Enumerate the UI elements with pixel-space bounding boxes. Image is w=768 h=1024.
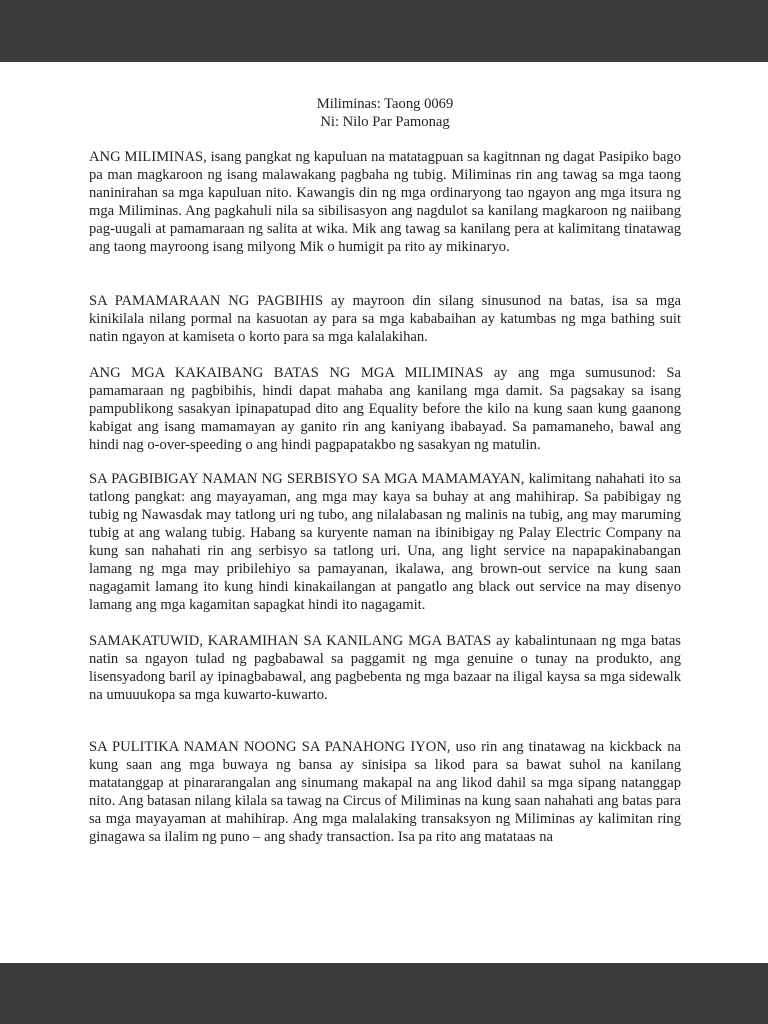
paragraph-samakatuwid: SAMAKATUWID, KARAMIHAN SA KANILANG MGA BATAS ay kabalintunaan ng mga batas natin sa ngayon tulad ng pagbabawal sa paggamit ng mga genuine o tunay na produkto, ang lisensyadong baril ay ipinagbabawal, ang pagbebenta ng mga bazaar na iligal kaysa sa mga sidewalk na umuuukopa sa mga kuwarto-kuwarto.: [89, 633, 681, 703]
viewer-top-letterbox: [0, 0, 768, 62]
title-block: [89, 95, 681, 131]
paragraph-sa-pagbibigay-ng-serbisyo: SA PAGBIBIGAY NAMAN NG SERBISYO SA MGA MAMAMAYAN, kalimitang nahahati ito sa tatlong pangkat: ang mayayaman, ang mga may kaya sa buhay at ang mahihirap. Sa pabibigay ng tubig ng Nawasdak may tatlong uri ng tubo, ang nilalabasan ng malinis na tubig, ang may maruming tubig at ang walang tubig. Habang sa kuryente naman na ibinibigay ng Palay Electric Company na kung san nahahati rin ang serbisyo sa tatlong uri. Una, ang light service na napapakinabangan lamang ng mga may pribilehiyo sa pamayanan, ikalawa, ang brown-out service na kung saan nagagamit lamang ito kung hindi kinakailangan at pangatlo ang black out service na may disenyo lamang ang mga kagamitan sapagkat hindi ito nagagamit.: [89, 471, 681, 613]
document-page: [0, 62, 768, 963]
document-author: Ni: Nilo Par Pamonag: [320, 114, 450, 130]
viewer-bottom-letterbox: [0, 963, 768, 1024]
paragraph-sa-pulitika: SA PULITIKA NAMAN NOONG SA PANAHONG IYON, uso rin ang tinatawag na kickback na kung saan ang mga buwaya ng bansa ay sinisipa sa likod para sa bawat suhol na kanilang matatanggap at pinararangalan ang sinumang makapal na ang likod dahil sa mga sipang natanggap nito. Ang batasan nilang kilala sa tawag na Circus of Miliminas na kung saan nahahati ang batas para sa mga mayayaman at mahihirap. Ang mga malalaking transaksyon ng Miliminas ay kalimitan ring ginagawa sa ilalim ng puno – ang shady transaction. Isa pa rito ang matataas na: [89, 739, 681, 845]
paragraph-ang-miliminas: ANG MILIMINAS, isang pangkat ng kapuluan na matatagpuan sa kagitnnan ng dagat Pasipiko bago pa man magkaroon ng isang malawakang pagbaha ng tubig. Miliminas rin ang tawag sa mga taong naninirahan sa mga kapuluan nito. Kawangis din ng mga ordinaryong tao ngayon ang mga itsura ng mga Miliminas. Ang pagkahuli nila sa sibilisasyon ang nagdulot sa kanilang magkaroon ng naiibang pag-uugali at pamamaraan ng salita at wika. Mik ang tawag sa kanilang pera at kalimitang tinatawag ang taong mayroong isang milyong Mik o humigit pa rito ay mikinaryo.: [89, 149, 681, 255]
paragraph-sa-pamamaraan-ng-pagbihis: SA PAMAMARAAN NG PAGBIHIS ay mayroon din silang sinusunod na batas, isa sa mga kinikilala nilang pormal na kasuotan ay para sa mga kababaihan ay katumbas ng mga bathing suit natin ngayon at kamiseta o korto para sa mga kalalakihan.: [89, 293, 681, 345]
paragraph-ang-mga-kakaibang-batas: ANG MGA KAKAIBANG BATAS NG MGA MILIMINAS ay ang mga sumusunod: Sa pamamaraan ng pagbibihis, hindi dapat mahaba ang kanilang mga damit. Sa pagsakay sa isang pampublikong sasakyan ipinapatupad dito ang Equality before the kilo na kung saan kung gaanong kabigat ang isang mamamayan ay ganito rin ang kaniyang ibabayad. Sa pamamaneho, bawal ang hindi nag o-over-speeding o ang hindi pagpapatakbo ng sasakyan ng matulin.: [89, 365, 681, 453]
document-title: Miliminas: Taong 0069: [316, 96, 454, 112]
